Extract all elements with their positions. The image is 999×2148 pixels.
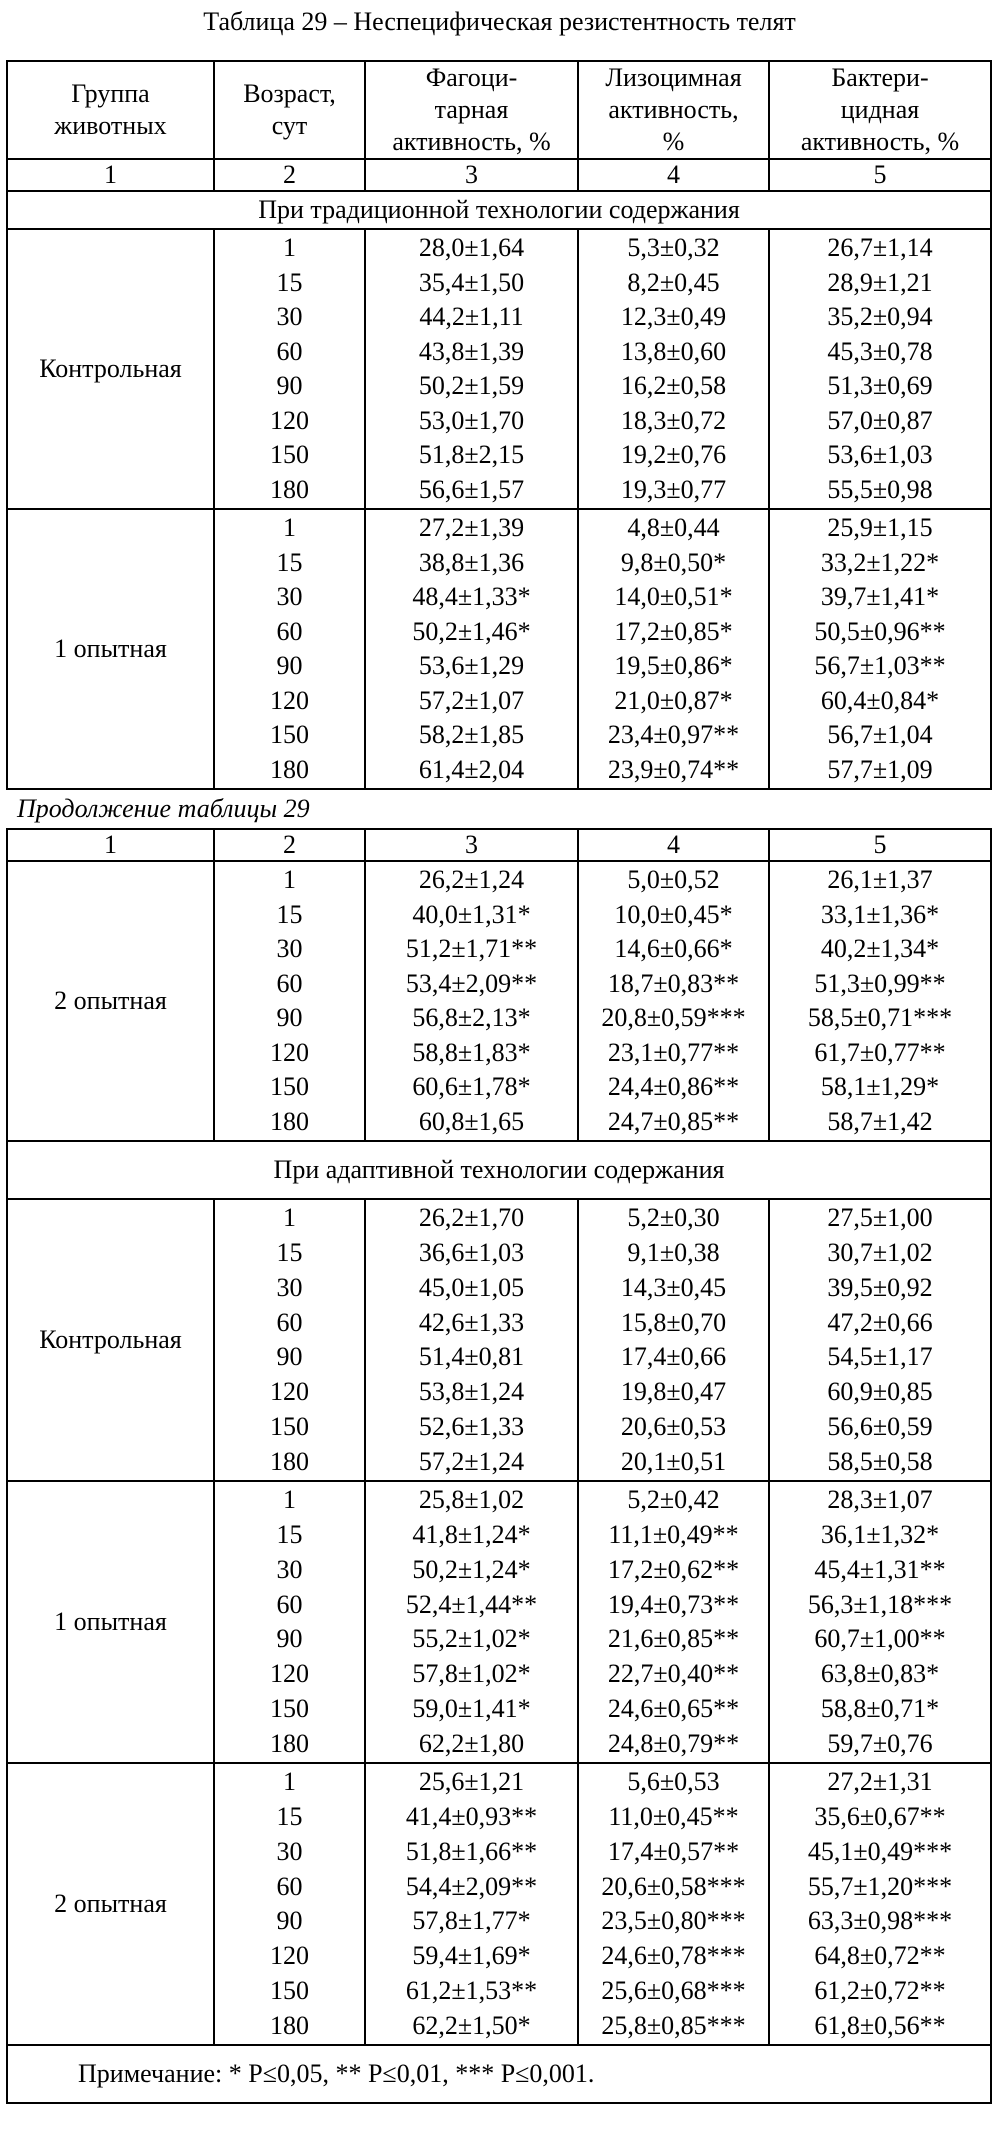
age-value: 15 [276,1801,303,1831]
age-value: 30 [276,934,303,964]
phagocytic-value: 51,8±2,15 [418,440,525,470]
age-column [214,861,365,1141]
age-value: 90 [276,651,303,681]
lysozyme-value: 24,4±0,86** [607,1072,740,1102]
bactericidal-value: 47,2±0,66 [827,1307,933,1337]
age-value: 120 [270,1659,309,1689]
bactericidal-value: 56,6±0,59 [827,1412,933,1442]
bactericidal-value: 64,8±0,72** [814,1941,946,1971]
bactericidal-value: 40,2±1,34* [820,934,940,964]
bactericidal-column [769,229,991,509]
age-value: 150 [270,1694,309,1724]
phagocytic-value: 53,4±2,09** [405,968,538,998]
column-header-line: % [662,127,685,156]
lysozyme-value: 10,0±0,45* [614,899,733,929]
lysozyme-value: 21,6±0,85** [607,1624,740,1654]
phagocytic-value: 28,0±1,64 [418,233,525,262]
table-caption: Таблица 29 – Неспецифическая резистентность телят [203,7,796,36]
age-value: 60 [276,1307,303,1337]
column-header-line: активность, [608,95,739,124]
age-value: 30 [276,1272,303,1302]
bactericidal-column [769,509,991,789]
lysozyme-value: 5,2±0,42 [627,1485,720,1514]
age-value: 120 [270,1941,309,1971]
age-value: 150 [270,1976,309,2006]
age-value: 150 [270,440,309,470]
phagocytic-value: 60,8±1,65 [418,1106,525,1136]
age-value: 1 [283,233,296,262]
lysozyme-value: 15,8±0,70 [620,1307,727,1337]
phagocytic-values [366,231,577,507]
bactericidal-value: 61,7±0,77** [814,1037,946,1067]
phagocytic-values [366,1765,577,2043]
bactericidal-value: 56,7±1,04 [827,720,933,750]
lysozyme-value: 9,1±0,38 [627,1237,720,1267]
bactericidal-value: 55,7±1,20*** [807,1871,953,1901]
age-value: 60 [276,1871,303,1901]
bactericidal-column [769,1199,991,1481]
phagocytic-value: 36,6±1,03 [418,1237,525,1267]
age-column [214,1199,365,1481]
lysozyme-value: 16,2±0,58 [620,371,727,401]
phagocytic-value: 41,8±1,24* [412,1519,531,1549]
section-title: При адаптивной технологии содержания [7,1141,991,1199]
phagocytic-value: 61,2±1,53** [405,1976,538,2006]
bactericidal-value: 26,1±1,37 [827,865,933,894]
age-value: 90 [276,1342,303,1372]
lysozyme-value: 13,8±0,60 [620,336,727,366]
group-name: 1 опытная [7,1481,214,1763]
bactericidal-value: 58,5±0,58 [827,1446,933,1476]
lysozyme-column [578,1199,769,1481]
bactericidal-values [770,863,990,1139]
group-name: Контрольная [7,1199,214,1481]
column-number: 1 [7,829,214,861]
lysozyme-column [578,509,769,789]
lysozyme-column [578,1481,769,1763]
phagocytic-value: 25,6±1,21 [418,1767,525,1796]
age-value: 1 [283,865,296,894]
lysozyme-value: 17,4±0,57** [607,1836,740,1866]
group-name: Контрольная [7,229,214,509]
phagocytic-values [366,863,577,1139]
lysozyme-value: 17,4±0,66 [620,1342,727,1372]
age-value: 60 [276,616,303,646]
bactericidal-value: 33,2±1,22* [820,547,940,577]
age-value: 180 [270,1446,309,1476]
bactericidal-value: 27,5±1,00 [827,1203,933,1232]
phagocytic-value: 52,4±1,44** [405,1589,538,1619]
lysozyme-value: 14,0±0,51* [614,582,733,612]
age-value: 150 [270,1412,309,1442]
bactericidal-values [770,231,990,507]
age-value: 30 [276,582,303,612]
phagocytic-value: 50,2±1,24* [412,1554,531,1584]
phagocytic-values [366,1201,577,1479]
lysozyme-values [579,863,768,1139]
lysozyme-value: 19,2±0,76 [620,440,727,470]
phagocytic-value: 45,0±1,05 [418,1272,525,1302]
lysozyme-value: 20,6±0,53 [620,1412,727,1442]
column-header-line: Лизоцимная [605,63,742,92]
lysozyme-value: 21,0±0,87* [614,685,733,715]
phagocytic-values [366,1483,577,1761]
bactericidal-value: 36,1±1,32* [820,1519,940,1549]
column-number: 1 [7,159,214,191]
bactericidal-value: 63,8±0,83* [820,1659,940,1689]
lysozyme-value: 18,7±0,83** [607,968,740,998]
phagocytic-value: 57,2±1,24 [418,1446,525,1476]
lysozyme-value: 20,1±0,51 [620,1446,727,1476]
phagocytic-column [365,861,578,1141]
column-number: 4 [578,159,769,191]
age-value: 120 [270,1377,309,1407]
phagocytic-value: 26,2±1,70 [418,1203,525,1232]
lysozyme-value: 5,0±0,52 [627,865,720,894]
column-number: 3 [365,159,578,191]
column-header-line: цидная [840,95,920,124]
bactericidal-value: 56,3±1,18*** [807,1589,953,1619]
lysozyme-value: 17,2±0,62** [607,1554,740,1584]
note-row [7,2045,991,2103]
phagocytic-value: 35,4±1,50 [418,267,525,297]
bactericidal-value: 51,3±0,69 [827,371,933,401]
bactericidal-value: 63,3±0,98*** [807,1906,953,1936]
column-header [214,61,365,159]
bactericidal-value: 45,4±1,31** [814,1554,946,1584]
bactericidal-value: 56,7±1,03** [814,651,946,681]
section-title: Продолжение таблицы 29 [7,789,991,829]
age-value: 90 [276,1003,303,1033]
bactericidal-value: 61,8±0,56** [814,2010,946,2040]
column-number: 2 [214,159,365,191]
column-header [769,61,991,159]
lysozyme-column [578,1763,769,2045]
age-value: 180 [270,1106,309,1136]
age-value: 120 [270,685,309,715]
phagocytic-value: 25,8±1,02 [418,1485,525,1514]
age-values [215,863,364,1139]
age-value: 180 [270,754,309,784]
phagocytic-value: 53,0±1,70 [418,405,525,435]
age-column [214,229,365,509]
age-value: 1 [283,1203,296,1232]
phagocytic-value: 50,2±1,46* [412,616,531,646]
age-value: 90 [276,1624,303,1654]
phagocytic-value: 53,6±1,29 [418,651,525,681]
bactericidal-value: 53,6±1,03 [827,440,933,470]
phagocytic-value: 42,6±1,33 [418,1307,525,1337]
group-name: 2 опытная [7,861,214,1141]
lysozyme-value: 23,4±0,97** [607,720,740,750]
phagocytic-value: 56,8±2,13* [412,1003,531,1033]
age-value: 60 [276,968,303,998]
bactericidal-value: 39,5±0,92 [827,1272,933,1302]
lysozyme-value: 20,6±0,58*** [601,1871,746,1901]
phagocytic-value: 59,4±1,69* [412,1941,531,1971]
lysozyme-value: 4,8±0,44 [627,513,720,542]
age-value: 1 [283,1767,296,1796]
bactericidal-value: 57,7±1,09 [827,754,933,784]
phagocytic-value: 44,2±1,11 [419,302,524,332]
age-value: 150 [270,720,309,750]
phagocytic-value: 41,4±0,93** [405,1801,538,1831]
age-value: 180 [270,474,309,504]
age-value: 15 [276,267,303,297]
lysozyme-values [579,1765,768,2043]
lysozyme-value: 24,7±0,85** [607,1106,740,1136]
phagocytic-value: 57,2±1,07 [418,685,525,715]
phagocytic-value: 57,8±1,77* [412,1906,531,1936]
bactericidal-value: 60,9±0,85 [827,1377,933,1407]
age-values [215,511,364,787]
section-row [7,1141,991,1199]
group-row [7,1481,991,1763]
lysozyme-value: 24,6±0,78*** [601,1941,746,1971]
lysozyme-value: 25,8±0,85*** [601,2010,746,2040]
age-value: 1 [283,1485,296,1514]
bactericidal-column [769,1763,991,2045]
phagocytic-value: 51,8±1,66** [405,1836,538,1866]
lysozyme-value: 11,0±0,45** [608,1801,739,1831]
group-name: 1 опытная [7,509,214,789]
phagocytic-value: 62,2±1,80 [418,1728,525,1758]
age-value: 60 [276,1589,303,1619]
phagocytic-column [365,1481,578,1763]
phagocytic-column [365,229,578,509]
lysozyme-value: 18,3±0,72 [620,405,727,435]
group-row [7,861,991,1141]
phagocytic-value: 59,0±1,41* [412,1694,531,1724]
bactericidal-values [770,1765,990,2043]
bactericidal-value: 35,6±0,67** [814,1801,946,1831]
bactericidal-values [770,511,990,787]
age-value: 120 [270,1037,309,1067]
bactericidal-value: 33,1±1,36* [820,899,940,929]
age-value: 30 [276,302,303,332]
column-header-line: Группа [71,79,150,108]
bactericidal-value: 60,4±0,84* [820,685,940,715]
phagocytic-column [365,509,578,789]
age-values [215,1765,364,2043]
phagocytic-value: 52,6±1,33 [418,1412,525,1442]
bactericidal-value: 54,5±1,17 [827,1342,933,1372]
bactericidal-value: 55,5±0,98 [827,474,933,504]
column-header-line: Возраст, [243,79,336,108]
column-number-row [7,829,991,861]
age-values [215,231,364,507]
phagocytic-value: 55,2±1,02* [412,1624,531,1654]
age-column [214,1481,365,1763]
bactericidal-value: 39,7±1,41* [820,582,940,612]
bactericidal-value: 45,1±0,49*** [807,1836,953,1866]
bactericidal-value: 51,3±0,99** [814,968,946,998]
bactericidal-value: 25,9±1,15 [827,513,933,542]
column-header-line: активность, % [800,127,960,156]
lysozyme-column [578,229,769,509]
age-column [214,509,365,789]
group-row [7,229,991,509]
age-value: 150 [270,1072,309,1102]
age-value: 180 [270,1728,309,1758]
bactericidal-value: 58,8±0,71* [820,1694,940,1724]
bactericidal-value: 57,0±0,87 [827,405,933,435]
lysozyme-value: 22,7±0,40** [607,1659,740,1689]
phagocytic-value: 51,2±1,71** [405,934,538,964]
column-header-line: активность, % [392,127,551,156]
lysozyme-value: 5,6±0,53 [627,1767,720,1796]
lysozyme-value: 14,3±0,45 [620,1272,727,1302]
phagocytic-column [365,1763,578,2045]
column-number: 3 [365,829,578,861]
bactericidal-value: 26,7±1,14 [827,233,933,262]
phagocytic-column [365,1199,578,1481]
group-row [7,1199,991,1481]
column-number: 5 [769,159,991,191]
column-number-row [7,159,991,191]
lysozyme-value: 25,6±0,68*** [601,1976,746,2006]
lysozyme-value: 23,5±0,80*** [601,1906,746,1936]
column-header-line: Фагоци- [425,63,518,92]
lysozyme-values [579,231,768,507]
group-row [7,1763,991,2045]
phagocytic-value: 57,8±1,02* [412,1659,531,1689]
phagocytic-value: 51,4±0,81 [418,1342,525,1372]
lysozyme-value: 19,5±0,86* [614,651,733,681]
age-value: 15 [276,547,303,577]
bactericidal-value: 27,2±1,31 [827,1767,933,1796]
lysozyme-value: 12,3±0,49 [620,302,727,332]
phagocytic-value: 62,2±1,50* [412,2010,531,2040]
age-value: 30 [276,1554,303,1584]
age-value: 180 [270,2010,309,2040]
age-value: 15 [276,1237,303,1267]
section-row [7,191,991,229]
column-number: 4 [578,829,769,861]
lysozyme-value: 23,9±0,74** [607,754,740,784]
bactericidal-value: 28,9±1,21 [827,267,933,297]
bactericidal-column [769,861,991,1141]
age-value: 60 [276,336,303,366]
phagocytic-value: 27,2±1,39 [418,513,525,542]
lysozyme-value: 24,6±0,65** [607,1694,740,1724]
bactericidal-column [769,1481,991,1763]
phagocytic-value: 50,2±1,59 [418,371,525,401]
bactericidal-value: 58,1±1,29* [820,1072,940,1102]
bactericidal-value: 28,3±1,07 [827,1485,933,1514]
phagocytic-value: 61,4±2,04 [418,754,525,784]
lysozyme-values [579,511,768,787]
bactericidal-value: 30,7±1,02 [827,1237,933,1267]
column-number: 2 [214,829,365,861]
age-values [215,1201,364,1479]
header-row [7,61,991,159]
age-value: 120 [270,405,309,435]
bactericidal-values [770,1201,990,1479]
resistance-table [6,60,992,2104]
column-header-line: тарная [434,95,509,124]
bactericidal-values [770,1483,990,1761]
lysozyme-value: 19,8±0,47 [620,1377,727,1407]
lysozyme-values [579,1483,768,1761]
age-values [215,1483,364,1761]
phagocytic-value: 40,0±1,31* [412,899,531,929]
lysozyme-value: 23,1±0,77** [607,1037,740,1067]
phagocytic-value: 58,2±1,85 [418,720,525,750]
lysozyme-value: 19,4±0,73** [607,1589,740,1619]
phagocytic-value: 58,8±1,83* [412,1037,531,1067]
lysozyme-values [579,1201,768,1479]
lysozyme-value: 5,2±0,30 [627,1203,720,1232]
table-note: Примечание: * P≤0,05, ** P≤0,01, *** P≤0,001. [7,2045,991,2103]
phagocytic-value: 48,4±1,33* [412,582,531,612]
phagocytic-value: 26,2±1,24 [418,865,525,894]
column-header [365,61,578,159]
column-number: 5 [769,829,991,861]
lysozyme-value: 14,6±0,66* [614,934,733,964]
bactericidal-value: 59,7±0,76 [827,1728,933,1758]
age-column [214,1763,365,2045]
phagocytic-value: 38,8±1,36 [418,547,525,577]
bactericidal-value: 60,7±1,00** [814,1624,946,1654]
column-header [578,61,769,159]
section-row [7,789,991,829]
bactericidal-value: 58,5±0,71*** [807,1003,953,1033]
lysozyme-value: 11,1±0,49** [608,1519,739,1549]
column-header [7,61,214,159]
phagocytic-value: 60,6±1,78* [412,1072,531,1102]
group-row [7,509,991,789]
age-value: 90 [276,371,303,401]
lysozyme-value: 17,2±0,85* [614,616,733,646]
lysozyme-value: 19,3±0,77 [620,474,727,504]
phagocytic-value: 43,8±1,39 [418,336,525,366]
bactericidal-value: 61,2±0,72** [814,1976,946,2006]
column-header-line: Бактери- [831,63,929,92]
bactericidal-value: 50,5±0,96** [814,616,946,646]
column-header-line: животных [54,111,167,140]
phagocytic-value: 53,8±1,24 [418,1377,525,1407]
phagocytic-values [366,511,577,787]
data-table [6,60,992,2104]
age-value: 15 [276,899,303,929]
lysozyme-value: 5,3±0,32 [627,233,720,262]
age-value: 15 [276,1519,303,1549]
lysozyme-column [578,861,769,1141]
section-title: При традиционной технологии содержания [7,191,991,229]
lysozyme-value: 8,2±0,45 [627,267,720,297]
age-value: 1 [283,513,296,542]
lysozyme-value: 20,8±0,59*** [601,1003,746,1033]
age-value: 30 [276,1836,303,1866]
bactericidal-value: 35,2±0,94 [827,302,933,332]
bactericidal-value: 58,7±1,42 [827,1106,933,1136]
bactericidal-value: 45,3±0,78 [827,336,933,366]
phagocytic-value: 54,4±2,09** [405,1871,538,1901]
group-name: 2 опытная [7,1763,214,2045]
phagocytic-value: 56,6±1,57 [418,474,525,504]
column-header-line: сут [271,111,308,140]
age-value: 90 [276,1906,303,1936]
lysozyme-value: 9,8±0,50* [620,547,727,577]
lysozyme-value: 24,8±0,79** [607,1728,740,1758]
